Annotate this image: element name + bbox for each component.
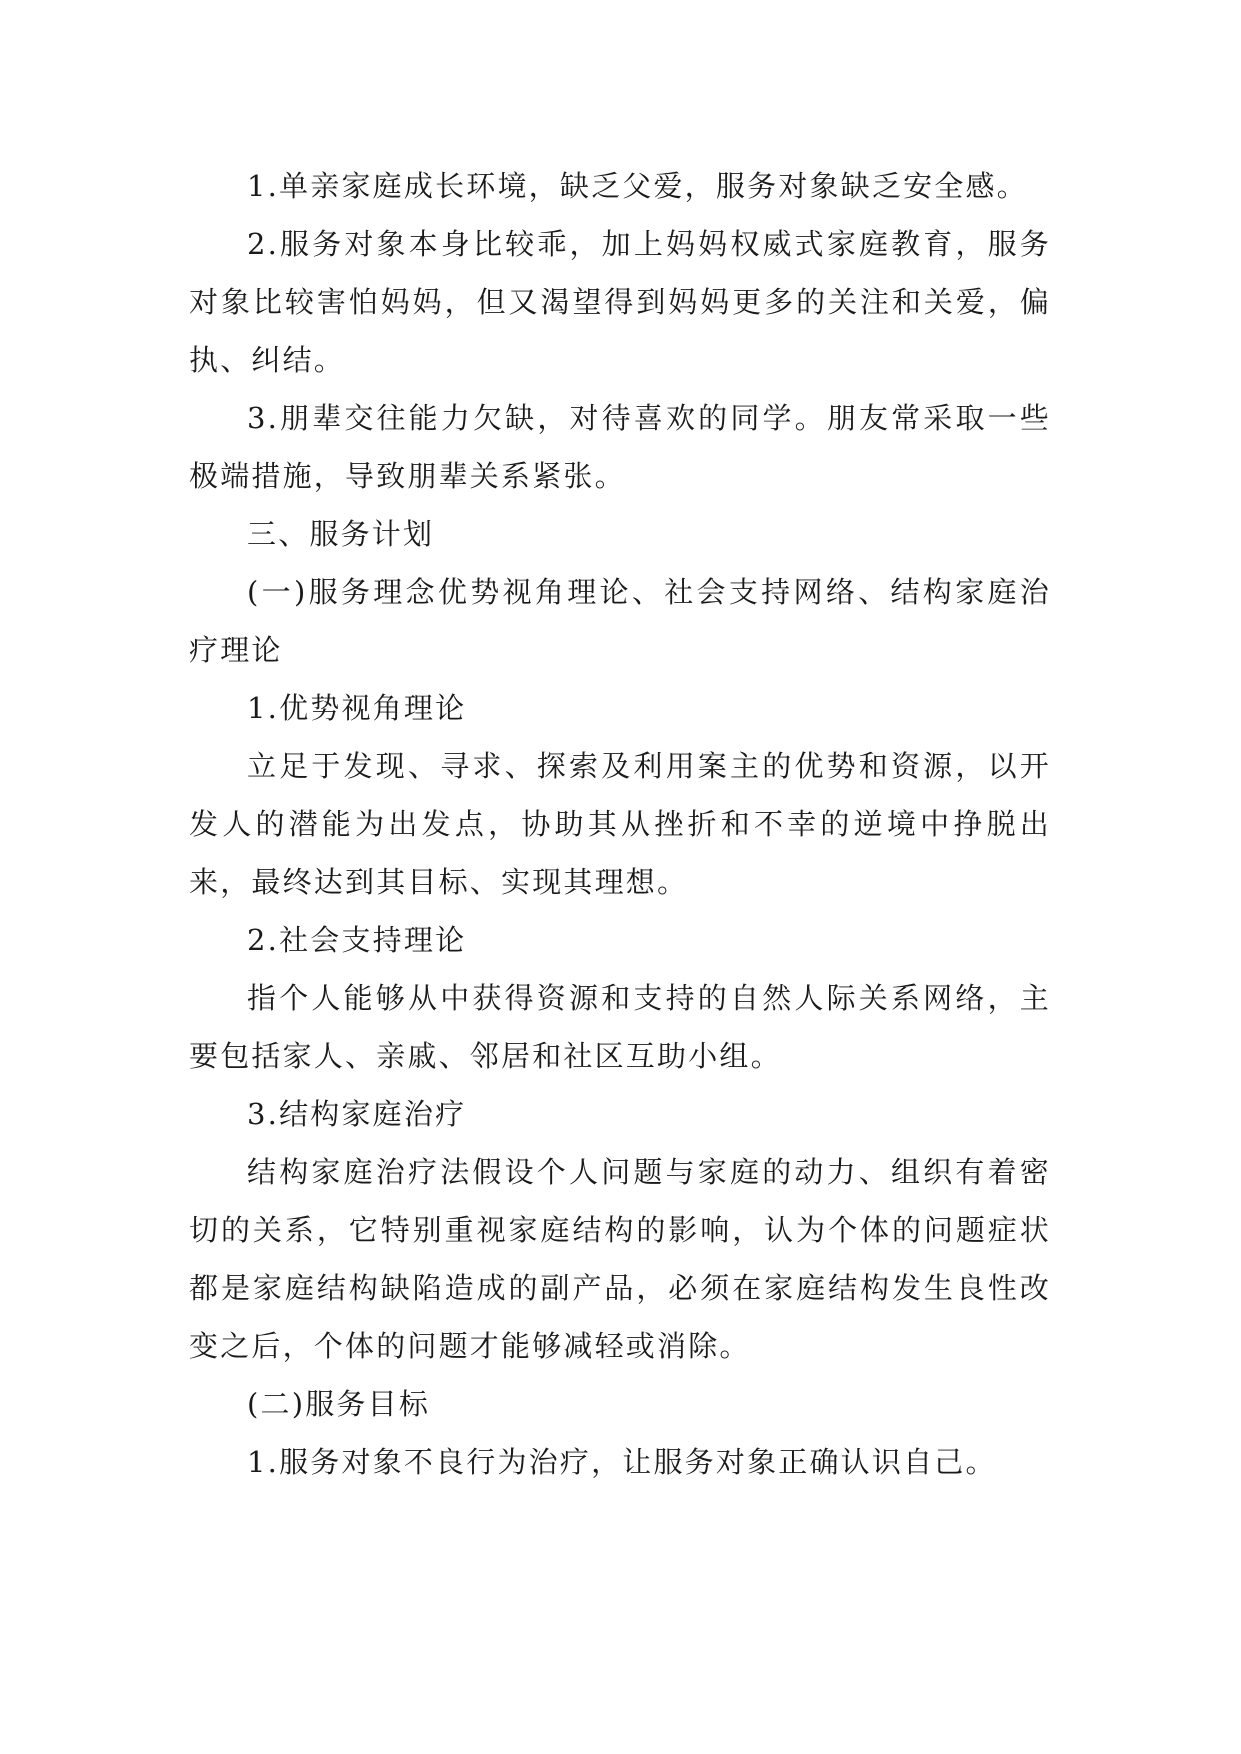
item-heading-structural-family-therapy: 3.结构家庭治疗: [247, 1097, 467, 1131]
document-body: [189, 157, 1051, 1491]
subheading-service-philosophy: (一)服务理念优势视角理论、社会支持网络、结构家庭治疗理论: [189, 575, 1051, 667]
item-heading-social-support: 2.社会支持理论: [247, 923, 467, 957]
paragraph-problem-2: 2.服务对象本身比较乖，加上妈妈权威式家庭教育，服务对象比较害怕妈妈，但又渴望得到妈妈更多的关注和关爱，偏执、纠结。: [189, 227, 1051, 377]
item-heading-strengths-perspective: 1.优势视角理论: [247, 691, 467, 725]
paragraph-problem-3: 3.朋辈交往能力欠缺，对待喜欢的同学。朋友常采取一些极端措施，导致朋辈关系紧张。: [189, 401, 1051, 493]
paragraph-structural-family-therapy: 结构家庭治疗法假设个人问题与家庭的动力、组织有着密切的关系，它特别重视家庭结构的影响，认为个体的问题症状都是家庭结构缺陷造成的副产品，必须在家庭结构发生良性改变之后，个体的问题才能够减轻或消除。: [189, 1155, 1051, 1363]
paragraph-goal-1: 1.服务对象不良行为治疗，让服务对象正确认识自己。: [247, 1445, 997, 1479]
section-heading-service-plan: 三、服务计划: [247, 517, 435, 551]
paragraph-problem-1: 1.单亲家庭成长环境，缺乏父爱，服务对象缺乏安全感。: [247, 169, 1028, 203]
subheading-service-goals: (二)服务目标: [247, 1387, 431, 1421]
paragraph-strengths-perspective: 立足于发现、寻求、探索及利用案主的优势和资源，以开发人的潜能为出发点，协助其从挫折和不幸的逆境中挣脱出来，最终达到其目标、实现其理想。: [189, 749, 1051, 899]
paragraph-social-support: 指个人能够从中获得资源和支持的自然人际关系网络，主要包括家人、亲戚、邻居和社区互助小组。: [189, 981, 1051, 1073]
